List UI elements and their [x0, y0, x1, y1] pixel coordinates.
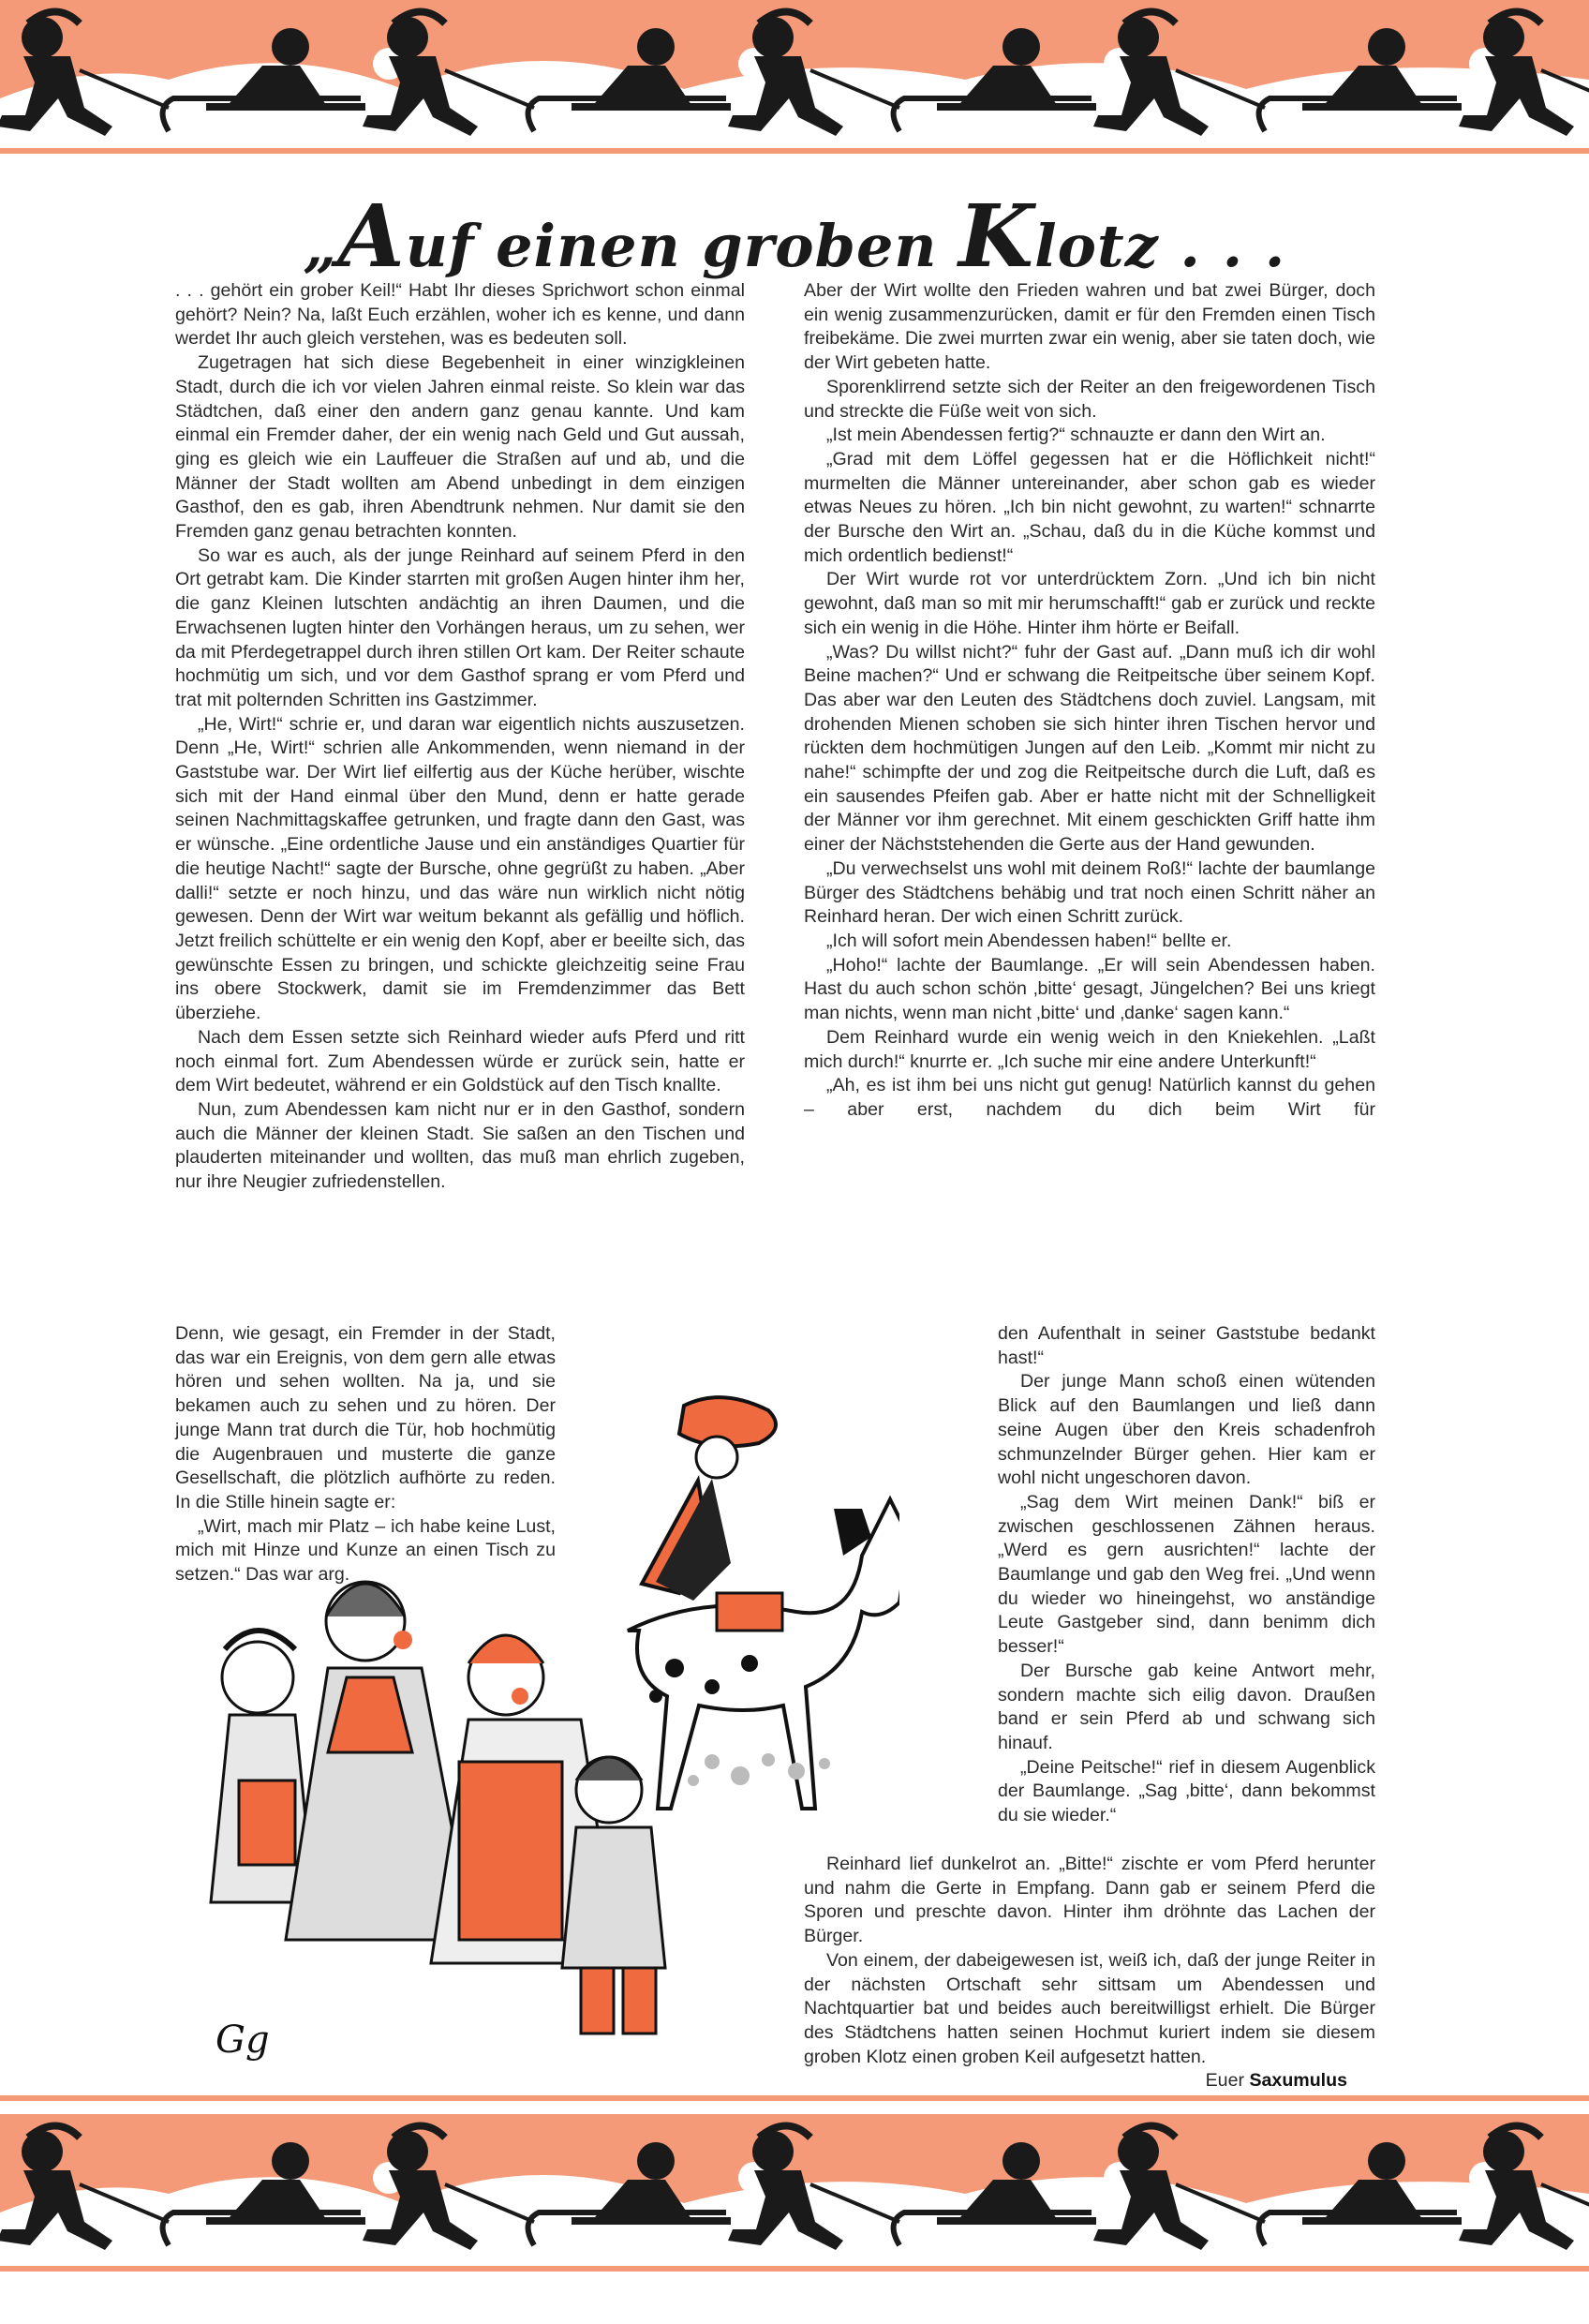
- artist-monogram: Gg: [215, 2019, 270, 2062]
- paragraph: . . . gehört ein grober Keil!“ Habt Ihr dieses Sprichwort schon einmal gehört? Nein? Na, laßt Euch erzählen, woher ich es kenne, und dann werdet Ihr auch gleich verstehen, was es bedeuten soll.: [175, 280, 745, 350]
- sledding-children-banner-top: [0, 0, 1589, 159]
- paragraph: „Deine Peitsche!“ rief in diesem Augenblick der Baumlange. „Sag ‚bitte‘, dann bekommst du sie wieder.“: [998, 1756, 1375, 1826]
- paragraph: Dem Reinhard wurde ein wenig weich in den Kniekehlen. „Laßt mich durch!“ knurrte er. „Ich suche mir eine andere Unterkunft!“: [804, 1026, 1375, 1072]
- children-group: [211, 1582, 665, 2034]
- page-title: „Auf einen groben Klotz . . .: [303, 186, 1286, 287]
- right-column-wrapped-text: [998, 1322, 1375, 1828]
- paragraph: Nach dem Essen setzte sich Reinhard wieder aufs Pferd und ritt noch einmal fort. Zum Abendessen würde er zurück sein, hatte er dem Wirt bedeutet, während er ein Goldstück auf den Tisch knallte.: [175, 1026, 745, 1096]
- paragraph: Der Bursche gab keine Antwort mehr, sondern machte sich eilig davon. Draußen band er sein Pferd ab und schwang sich hinauf.: [998, 1660, 1375, 1753]
- left-column-text: [175, 279, 745, 1195]
- paragraph: „Wirt, mach mir Platz – ich habe keine Lust, mich mit Hinze und Kunze an einen Tisch zu setzen.“ Das war arg.: [175, 1515, 556, 1586]
- signature: Euer Saxumulus: [1205, 2070, 1347, 2092]
- paragraph: „Was? Du willst nicht?“ fuhr der Gast auf. „Dann muß ich dir wohl Beine machen?“ Und er schwang die Reitpeitsche über seinem Kopf. Das aber war den Leuten des Städtchens doch zuviel. Langsam, mit drohenden Mienen schoben sie sich hinter ihren Tischen hervor und rückten dem hochmütigen Jungen auf den Leib. „Kommt mir nicht zu nahe!“ schimpfte der und zog die Reitpeitsche durch die Luft, daß es ein sausendes Pfeifen gab. Aber er hatte nicht mit der Schnelligkeit der Männer vor ihm gerechnet. Mit einem geschickten Griff hatte ihm einer der Nächststehenden die Gerte aus der Hand gewunden.: [804, 641, 1375, 856]
- paragraph: Aber der Wirt wollte den Frieden wahren und bat zwei Bürger, doch ein wenig zusammenzurücken, damit er für den Fremden einen Tisch freibekäme. Die zwei murrten zwar ein wenig, aber sie taten doch, wie der Wirt gebeten hatte.: [804, 280, 1375, 374]
- paragraph: „Ich will sofort mein Abendessen haben!“ bellte er.: [826, 930, 1232, 951]
- paragraph: Denn, wie gesagt, ein Fremder in der Stadt, das war ein Ereignis, von dem gern alle etwas hören und sehen wollten. Na ja, und sie bekamen auch zu sehen und zu hören. Der junge Mann trat durch die Tür, hob hochmütig die Augenbrauen und musterte die ganze Gesellschaft, die plötzlich aufhörte zu reden. In die Stille hinein sagte er:: [175, 1323, 556, 1512]
- paragraph: Der Wirt wurde rot vor unterdrücktem Zorn. „Und ich bin nicht gewohnt, daß man so mit mir herumschafft!“ gab er zurück und reckte sich ein wenig in die Höhe. Hinter ihm hörte er Beifall.: [804, 569, 1375, 638]
- paragraph: Sporenklirrend setzte sich der Reiter an den freigewordenen Tisch und streckte die Füße weit von sich.: [804, 376, 1375, 422]
- paragraph: „He, Wirt!“ schrie er, und daran war eigentlich nichts auszusetzen. Denn „He, Wirt!“ schrien alle Ankommenden, wenn niemand in der Gaststube war. Der Wirt lief eilfertig aus der Küche herüber, wischte sich mit der Hand einmal über den Mund, denn er hatte gerade seinen Nachmittagskaffee getrunken, und fragte dann den Gast, was er wünsche. „Eine ordentliche Jause und ein anständiges Quartier für die heutige Nacht!“ sagte der Bursche, ohne gegrüßt zu haben. „Aber dalli!“ setzte er noch hinzu, und das wäre nun wirklich nicht nötig gewesen. Denn der Wirt war weitum bekannt als gefällig und höflich. Jetzt freilich schüttelte er ein wenig den Kopf, aber er beeilte sich, das gewünschte Essen zu bringen, und schickte gleichzeitig seine Frau ins obere Stockwerk, damit sie im Fremdenzimmer das Bett überziehe.: [175, 713, 745, 1024]
- paragraph: So war es auch, als der junge Reinhard auf seinem Pferd in den Ort getrabt kam. Die Kinder starrten mit großen Augen hinter ihm her, die ganz Kleinen lutschten andächtig an ihren Daumen, und die Erwachsenen lugten hinter den Vorhängen heraus, um zu sehen, wer da mit Pferdegetrappel durch ihren stillen Ort kam. Der Reiter schaute hochmütig um sich, und vor dem Gasthof sprang er vom Pferd und trat mit polternden Schritten ins Gastzimmer.: [175, 544, 745, 710]
- sledding-children-banner-bottom: [0, 2095, 1589, 2273]
- paragraph: „Sag dem Wirt meinen Dank!“ biß er zwischen geschlossenen Zähnen heraus. „Werd es gern ausrichten!“ lachte der Baumlange und gab den Weg frei. „Und wenn du wieder wo hineingehst, wo anständige Leute Gastgeber sind, dann benimm dich besser!“: [998, 1491, 1375, 1658]
- paragraph: Zugetragen hat sich diese Begebenheit in einer winzigkleinen Stadt, durch die ich vor vielen Jahren einmal reiste. So klein war das Städtchen, daß einer den andern ganz genau kannte. Und kam einmal ein Fremder daher, der ein wenig nach Geld und Gut aussah, ging es gleich wie ein Lauffeuer die Straßen auf und ab, und die Männer der Stadt wollten am Abend unbedingt in dem einzigen Gasthof, den es gab, ihren Abendtrunk nehmen. Nur damit sie den Fremden ganz genau betrachten konnten.: [175, 352, 745, 543]
- horse-rider-figure: [628, 1397, 899, 1809]
- paragraph: „Ist mein Abendessen fertig?“ schnauzte er dann den Wirt an.: [826, 425, 1326, 446]
- paragraph: „Du verwechselst uns wohl mit deinem Roß!“ lachte der baumlange Bürger des Städtchens behäbig und trat noch einen Schritt näher an Reinhard heran. Der wich einen Schritt zurück.: [804, 857, 1375, 928]
- paragraph: Nun, zum Abendessen kam nicht nur er in den Gasthof, sondern auch die Männer der kleinen Stadt. Sie saßen an den Tischen und plauderten miteinander und wollten, das muß man ehrlich zugeben, nur ihre Neugier zufriedenstellen.: [175, 1098, 745, 1193]
- paragraph: „Ah, es ist ihm bei uns nicht gut genug! Natürlich kannst du gehen – aber erst, nachdem du dich beim Wirt für: [804, 1075, 1375, 1120]
- paragraph: den Aufenthalt in seiner Gaststube bedankt hast!“: [998, 1323, 1375, 1368]
- paragraph: Von einem, der dabeigewesen ist, weiß ich, daß der junge Reiter in der nächsten Ortschaft sehr sittsam um Abendessen und Nachtquartier bat und beides auch bereitwilligst erhielt. Die Bürger des Städtchens hatten seinen Hochmut kuriert indem sie diesem groben Klotz einen groben Keil aufgesetzt hatten.: [804, 1949, 1375, 2067]
- right-column-closing-text: [804, 1853, 1375, 2093]
- paragraph: „Grad mit dem Löffel gegessen hat er die Höflichkeit nicht!“ murmelten die Männer untereinander, aber schon gab es wieder etwas Neues zu hören. „Ich bin nicht gewohnt, zu warten!“ schnarrte der Bursche den Wirt an. „Schau, daß du in die Küche kommst und mich ordentlich bedienst!“: [804, 448, 1375, 566]
- left-column-wrapped-text: [175, 1322, 556, 1587]
- author-name: Saxumulus: [1249, 2070, 1347, 2092]
- paragraph: Der junge Mann schoß einen wütenden Blick auf den Baumlangen und ließ dann seine Augen über den Kreis schadenfroh schmunzelnder Bürger gehen. Hier kam er wohl nicht ungeschoren davon.: [998, 1371, 1375, 1489]
- right-column-text: [804, 279, 1375, 1123]
- paragraph: „Hoho!“ lachte der Baumlange. „Er will sein Abendessen haben. Hast du auch schon schön ‚bitte‘ gesagt, Jüngelchen? Bei uns kriegt man nichts, wenn man nicht ‚bitte‘ und ‚danke‘ sagen kann.“: [804, 954, 1375, 1024]
- paragraph: Reinhard lief dunkelrot an. „Bitte!“ zischte er vom Pferd herunter und nahm die Gerte in Empfang. Dann gab er seinem Pferd die Sporen und preschte davon. Hinter ihm dröhnte das Lachen der Bürger.: [804, 1854, 1375, 1947]
